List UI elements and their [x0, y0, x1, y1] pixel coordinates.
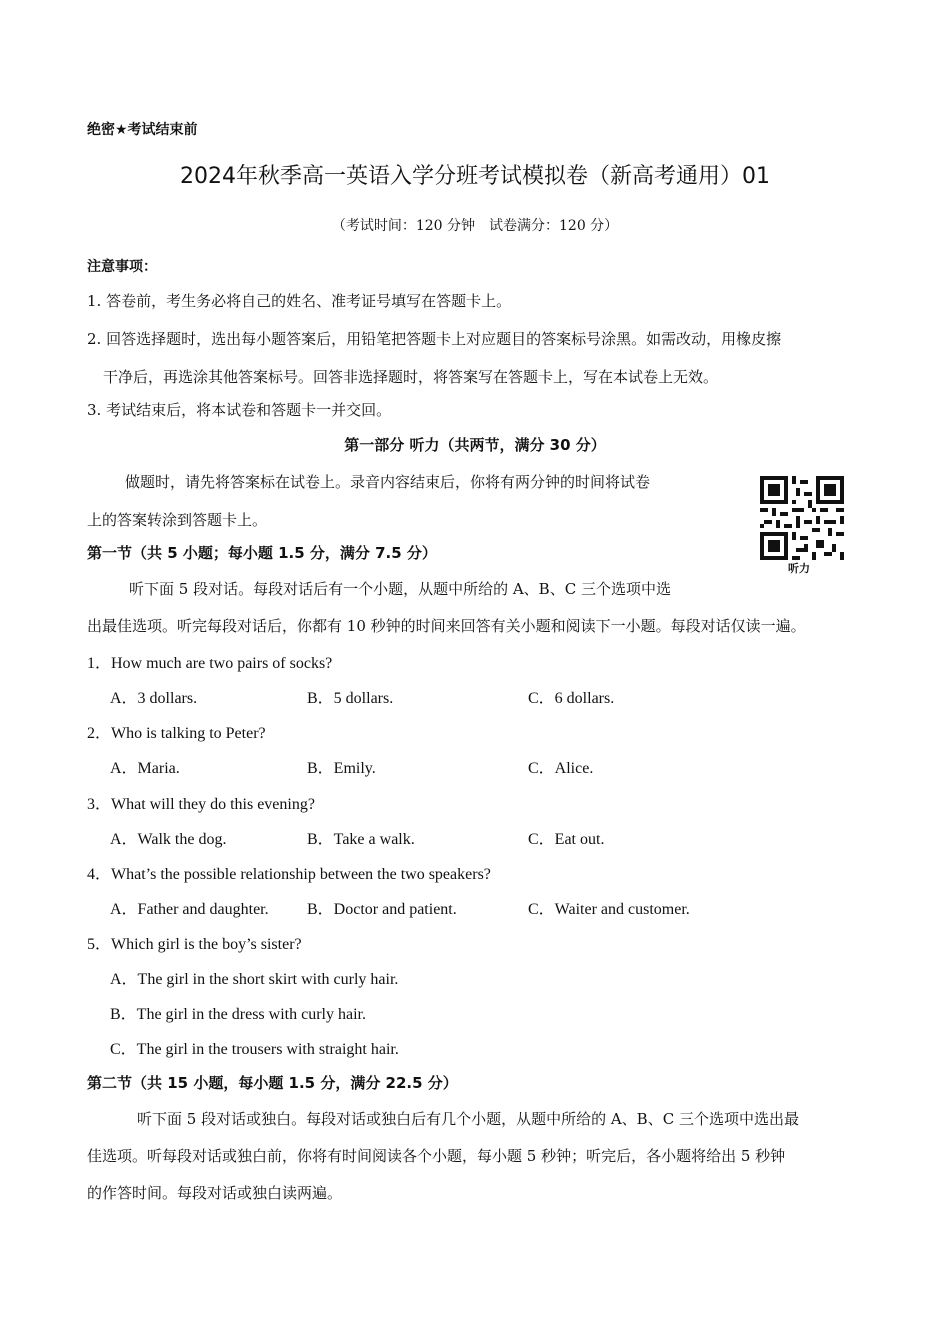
question-4-option-b: B．Doctor and patient.	[307, 901, 457, 918]
question-5-option-a: A．The girl in the short skirt with curly hair.	[110, 971, 399, 988]
question-1-option-a: A．3 dollars.	[110, 690, 198, 707]
section1-instruction-line-1: 听下面 5 段对话。每段对话后有一个小题，从题中所给的 A、B、C 三个选项中选	[129, 580, 671, 598]
confidential-mark: 绝密★考试结束前	[87, 122, 198, 138]
exam-info: （考试时间：120 分钟 试卷满分：120 分）	[331, 218, 619, 234]
notice-heading: 注意事项：	[87, 259, 157, 275]
notice-item-3: 3. 考试结束后，将本试卷和答题卡一并交回。	[87, 401, 392, 419]
qr-code-icon	[760, 476, 844, 560]
question-2-option-b: B．Emily.	[307, 760, 376, 777]
notice-item-2-line-1: 2. 回答选择题时，选出每小题答案后，用铅笔把答题卡上对应题目的答案标号涂黑。如需改动，用橡皮擦	[87, 330, 782, 348]
question-4-option-a: A．Father and daughter.	[110, 901, 269, 918]
part1-heading: 第一部分 听力（共两节，满分 30 分）	[344, 436, 606, 454]
notice-item-2-line-2: 干净后，再选涂其他答案标号。回答非选择题时，将答案写在答题卡上，写在本试卷上无效。	[103, 368, 719, 386]
question-1-option-c: C．6 dollars.	[528, 690, 615, 707]
part1-instruction-line-1: 做题时，请先将答案标在试卷上。录音内容结束后，你将有两分钟的时间将试卷	[125, 473, 651, 491]
question-5-option-c: C．The girl in the trousers with straight hair.	[110, 1041, 399, 1058]
question-1-option-b: B．5 dollars.	[307, 690, 394, 707]
part1-instruction-line-2: 上的答案转涂到答题卡上。	[87, 511, 268, 529]
section2-instruction-line-1: 听下面 5 段对话或独白。每段对话或独白后有几个小题，从题中所给的 A、B、C 三个选项中选出最	[137, 1110, 799, 1128]
notice-item-1: 1. 答卷前，考生务必将自己的姓名、准考证号填写在答题卡上。	[87, 292, 512, 310]
question-4-option-c: C．Waiter and customer.	[528, 901, 690, 918]
question-3-option-b: B．Take a walk.	[307, 831, 415, 848]
question-2: 2．Who is talking to Peter?	[87, 725, 266, 742]
question-1: 1．How much are two pairs of socks?	[87, 655, 333, 672]
page-title: 2024年秋季高一英语入学分班考试模拟卷（新高考通用）01	[180, 164, 770, 189]
section1-heading: 第一节（共 5 小题；每小题 1.5 分，满分 7.5 分）	[87, 544, 437, 562]
question-3-option-a: A．Walk the dog.	[110, 831, 227, 848]
qr-label: 听力	[788, 562, 810, 575]
question-3: 3．What will they do this evening?	[87, 796, 315, 813]
question-4: 4．What’s the possible relationship between the two speakers?	[87, 866, 491, 883]
question-2-option-a: A．Maria.	[110, 760, 180, 777]
section2-heading: 第二节（共 15 小题，每小题 1.5 分，满分 22.5 分）	[87, 1074, 458, 1092]
question-3-option-c: C．Eat out.	[528, 831, 605, 848]
section2-instruction-line-3: 的作答时间。每段对话或独白读两遍。	[87, 1184, 343, 1202]
section2-instruction-line-2: 佳选项。听每段对话或独白前，你将有时间阅读各个小题，每小题 5 秒钟；听完后，各小题将给出 5 秒钟	[87, 1147, 786, 1165]
section1-instruction-line-2: 出最佳选项。听完每段对话后，你都有 10 秒钟的时间来回答有关小题和阅读下一小题。每段对话仅读一遍。	[87, 617, 806, 635]
question-2-option-c: C．Alice.	[528, 760, 594, 777]
question-5-option-b: B．The girl in the dress with curly hair.	[110, 1006, 366, 1023]
question-5: 5．Which girl is the boy’s sister?	[87, 936, 302, 953]
